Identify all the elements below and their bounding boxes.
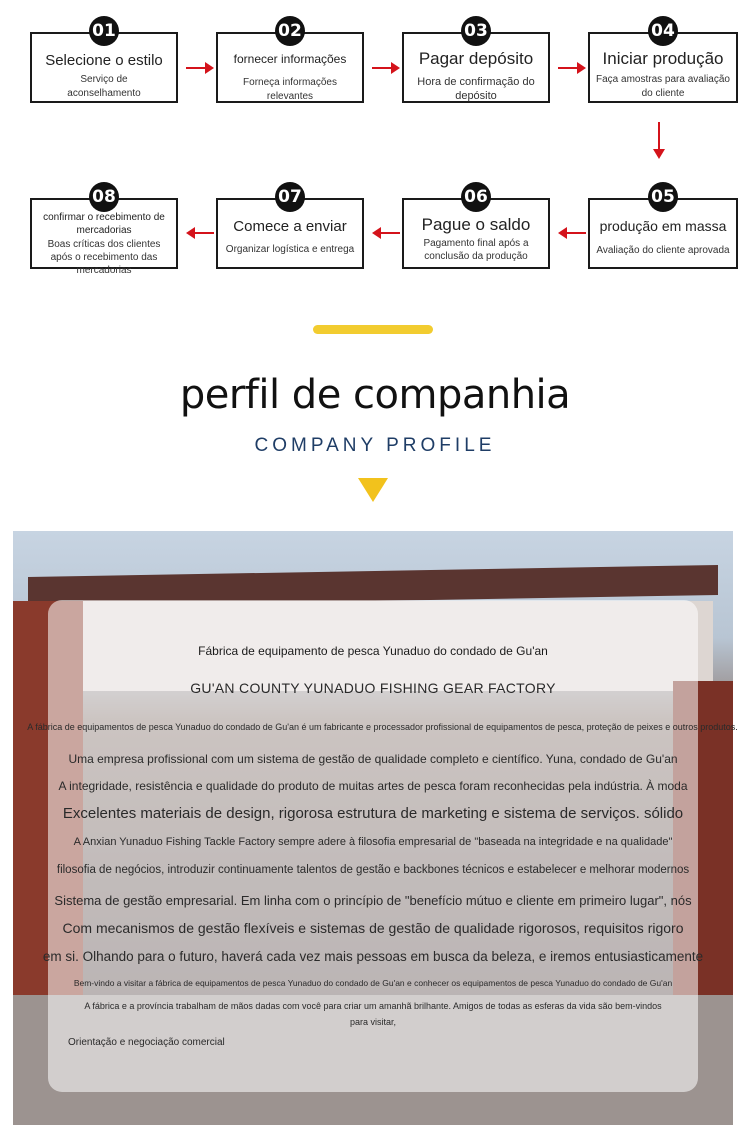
arrow-right-icon bbox=[372, 67, 398, 69]
step-number: 06 bbox=[461, 182, 491, 212]
company-name-en: GU'AN COUNTY YUNADUO FISHING GEAR FACTORY bbox=[190, 680, 556, 696]
step-subtitle: Forneça informações relevantes bbox=[243, 77, 337, 102]
profile-line: A Anxian Yunaduo Fishing Tackle Factory sempre adere à filosofia empresarial de "baseada na integridade e na qualidade" bbox=[73, 836, 673, 848]
step-title: Pagar depósito bbox=[418, 49, 534, 68]
profile-line: filosofia de negócios, introduzir continuamente talentos de gestão e backbones técnicos e estabelecer e melhorar modernos bbox=[56, 864, 690, 876]
step-title: Iniciar produção bbox=[602, 49, 724, 68]
step-subtitle: Boas críticas dos clientes após o recebimento das mercadorias bbox=[47, 239, 161, 276]
step-subtitle: Pagamento final após a conclusão da produção bbox=[423, 238, 529, 262]
step-subtitle: Serviço de aconselhamento bbox=[67, 74, 141, 99]
step-subtitle: Hora de confirmação do depósito bbox=[417, 76, 535, 102]
step-03 bbox=[402, 21, 550, 103]
profile-line: A fábrica de equipamentos de pesca Yunaduo do condado de Gu'an é um fabricante e processador profissional de equipamentos de pesca, proteção de peixes e outros produtos. bbox=[27, 722, 738, 732]
profile-line: em si. Olhando para o futuro, haverá cada vez mais pessoas em busca da beleza, e iremos entusiasticamente bbox=[42, 949, 704, 964]
step-title: confirmar o recebimento de mercadorias bbox=[43, 212, 165, 236]
profile-line: Bem-vindo a visitar a fábrica de equipamentos de pesca Yunaduo do condado de Gu'an e conhecer os equipamentos de pesca Yunaduo do condado de Gu'an bbox=[73, 978, 673, 988]
profile-line: Sistema de gestão empresarial. Em linha com o princípio de "benefício mútuo e cliente em primeiro lugar", nós bbox=[54, 893, 692, 908]
arrow-right-icon bbox=[558, 67, 584, 69]
step-number: 01 bbox=[89, 16, 119, 46]
profile-line: Uma empresa profissional com um sistema de gestão de qualidade completo e científico. Yuna, condado de Gu'an bbox=[68, 752, 678, 766]
step-08 bbox=[30, 187, 178, 276]
section-title: perfil de companhia bbox=[179, 372, 571, 418]
step-number: 08 bbox=[89, 182, 119, 212]
step-01 bbox=[30, 21, 178, 103]
step-number: 03 bbox=[461, 16, 491, 46]
step-04 bbox=[588, 21, 738, 103]
arrow-left-icon bbox=[188, 232, 214, 234]
arrow-right-icon bbox=[186, 67, 212, 69]
arrow-left-icon bbox=[374, 232, 400, 234]
accent-bar bbox=[313, 325, 433, 334]
profile-line: Excelentes materiais de design, rigorosa estrutura de marketing e sistema de serviços. sólido bbox=[62, 805, 684, 822]
company-name: Fábrica de equipamento de pesca Yunaduo do condado de Gu'an bbox=[198, 644, 548, 658]
profile-line: para visitar, bbox=[349, 1017, 397, 1027]
profile-line: Orientação e negociação comercial bbox=[68, 1037, 225, 1048]
step-number: 02 bbox=[275, 16, 305, 46]
step-07 bbox=[216, 187, 364, 269]
step-number: 07 bbox=[275, 182, 305, 212]
step-05 bbox=[588, 187, 738, 269]
step-subtitle: Organizar logística e entrega bbox=[225, 244, 355, 255]
step-number: 04 bbox=[648, 16, 678, 46]
step-subtitle: Faça amostras para avaliação do cliente bbox=[596, 74, 730, 99]
step-title: Pague o saldo bbox=[421, 215, 531, 234]
step-title: produção em massa bbox=[599, 218, 727, 234]
step-title: Selecione o estilo bbox=[45, 52, 163, 69]
arrow-left-icon bbox=[560, 232, 586, 234]
triangle-down-icon bbox=[358, 478, 388, 502]
section-subtitle: COMPANY PROFILE bbox=[254, 435, 496, 456]
profile-line: A integridade, resistência e qualidade do produto de muitas artes de pesca foram reconhecidas pela indústria. À moda bbox=[58, 779, 688, 793]
step-06 bbox=[402, 187, 550, 269]
step-title: fornecer informações bbox=[233, 52, 347, 66]
profile-line: A fábrica e a província trabalham de mãos dadas com você para criar um amanhã brilhante. Amigos de todas as esferas da vida são bem-vindos bbox=[84, 1001, 662, 1011]
profile-line: Com mecanismos de gestão flexíveis e sistemas de gestão de qualidade rigorosos, requisitos rigoro bbox=[62, 920, 684, 936]
step-02 bbox=[216, 21, 364, 103]
step-number: 05 bbox=[648, 182, 678, 212]
arrow-down-icon bbox=[658, 122, 660, 156]
step-title: Comece a enviar bbox=[233, 218, 347, 235]
step-subtitle: Avaliação do cliente aprovada bbox=[596, 245, 730, 256]
